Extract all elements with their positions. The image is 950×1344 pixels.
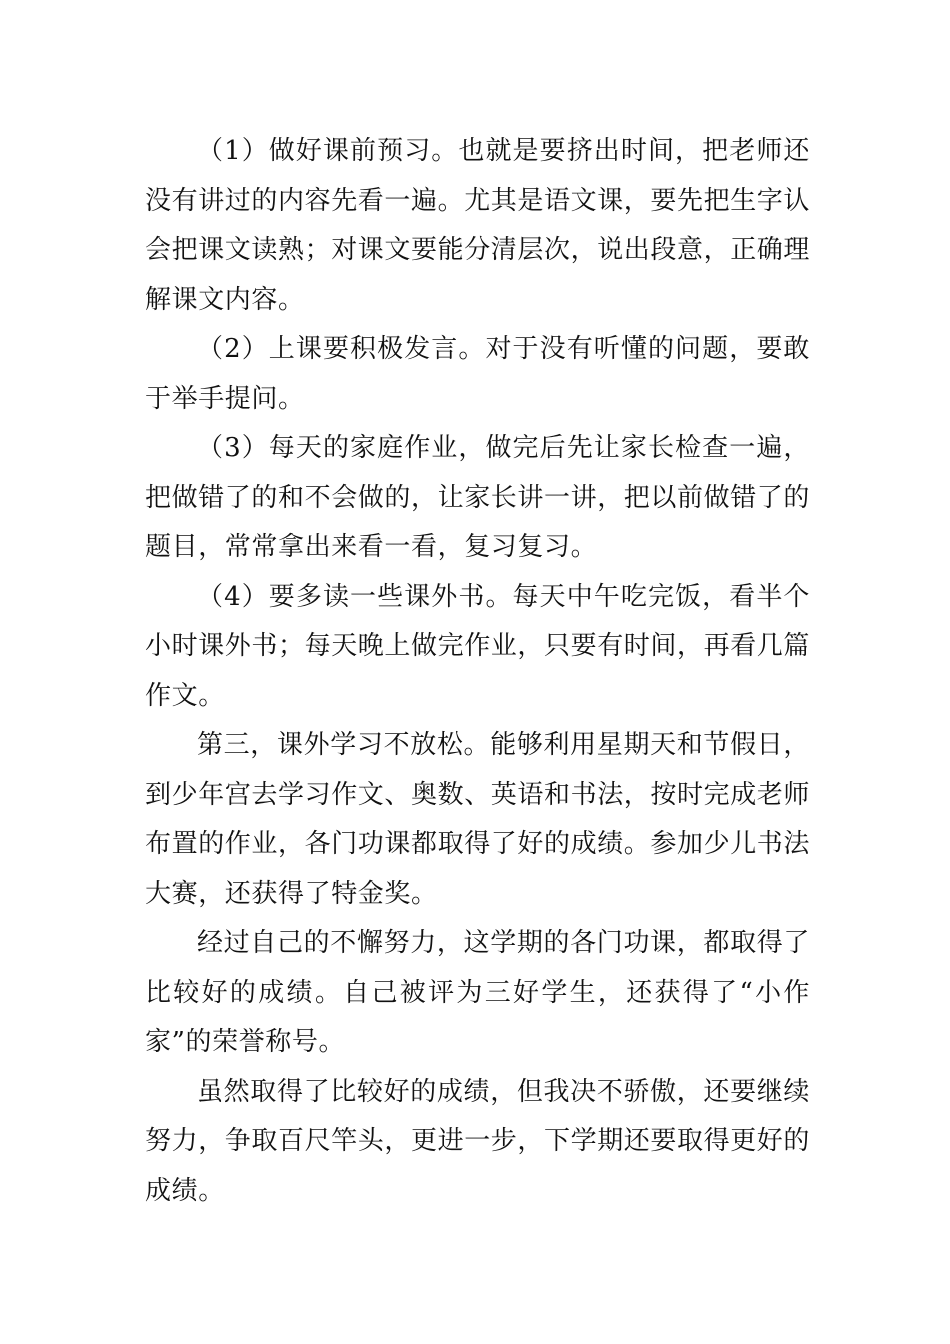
paragraph-achievements: 经过自己的不懈努力，这学期的各门功课，都取得了比较好的成绩。自己被评为三好学生，还获得了“小作家”的荣誉称号。 xyxy=(145,928,810,1057)
paragraph-class-participation: （2）上课要积极发言。对于没有听懂的问题，要敢于举手提问。 xyxy=(145,334,810,414)
paragraph-extracurricular: 第三，课外学习不放松。能够利用星期天和节假日，到少年宫去学习作文、奥数、英语和书法，按时完成老师布置的作业，各门功课都取得了好的成绩。参加少儿书法大赛，还获得了特金奖。 xyxy=(145,730,811,909)
paragraph-preview: （1）做好课前预习。也就是要挤出时间，把老师还没有讲过的内容先看一遍。尤其是语文课，要先把生字认会把课文读熟；对课文要能分清层次，说出段意，正确理解课文内容。 xyxy=(145,136,811,315)
document-body xyxy=(145,127,810,1216)
paragraph-homework: （3）每天的家庭作业，做完后先让家长检查一遍，把做错了的和不会做的，让家长讲一讲，把以前做错了的题目，常常拿出来看一看，复习复习。 xyxy=(145,433,811,562)
paragraph-conclusion: 虽然取得了比较好的成绩，但我决不骄傲，还要继续努力，争取百尺竿头，更进一步，下学期还要取得更好的成绩。 xyxy=(145,1076,811,1206)
paragraph-reading: （4）要多读一些课外书。每天中午吃完饭，看半个小时课外书；每天晚上做完作业，只要有时间，再看几篇作文。 xyxy=(145,581,811,711)
